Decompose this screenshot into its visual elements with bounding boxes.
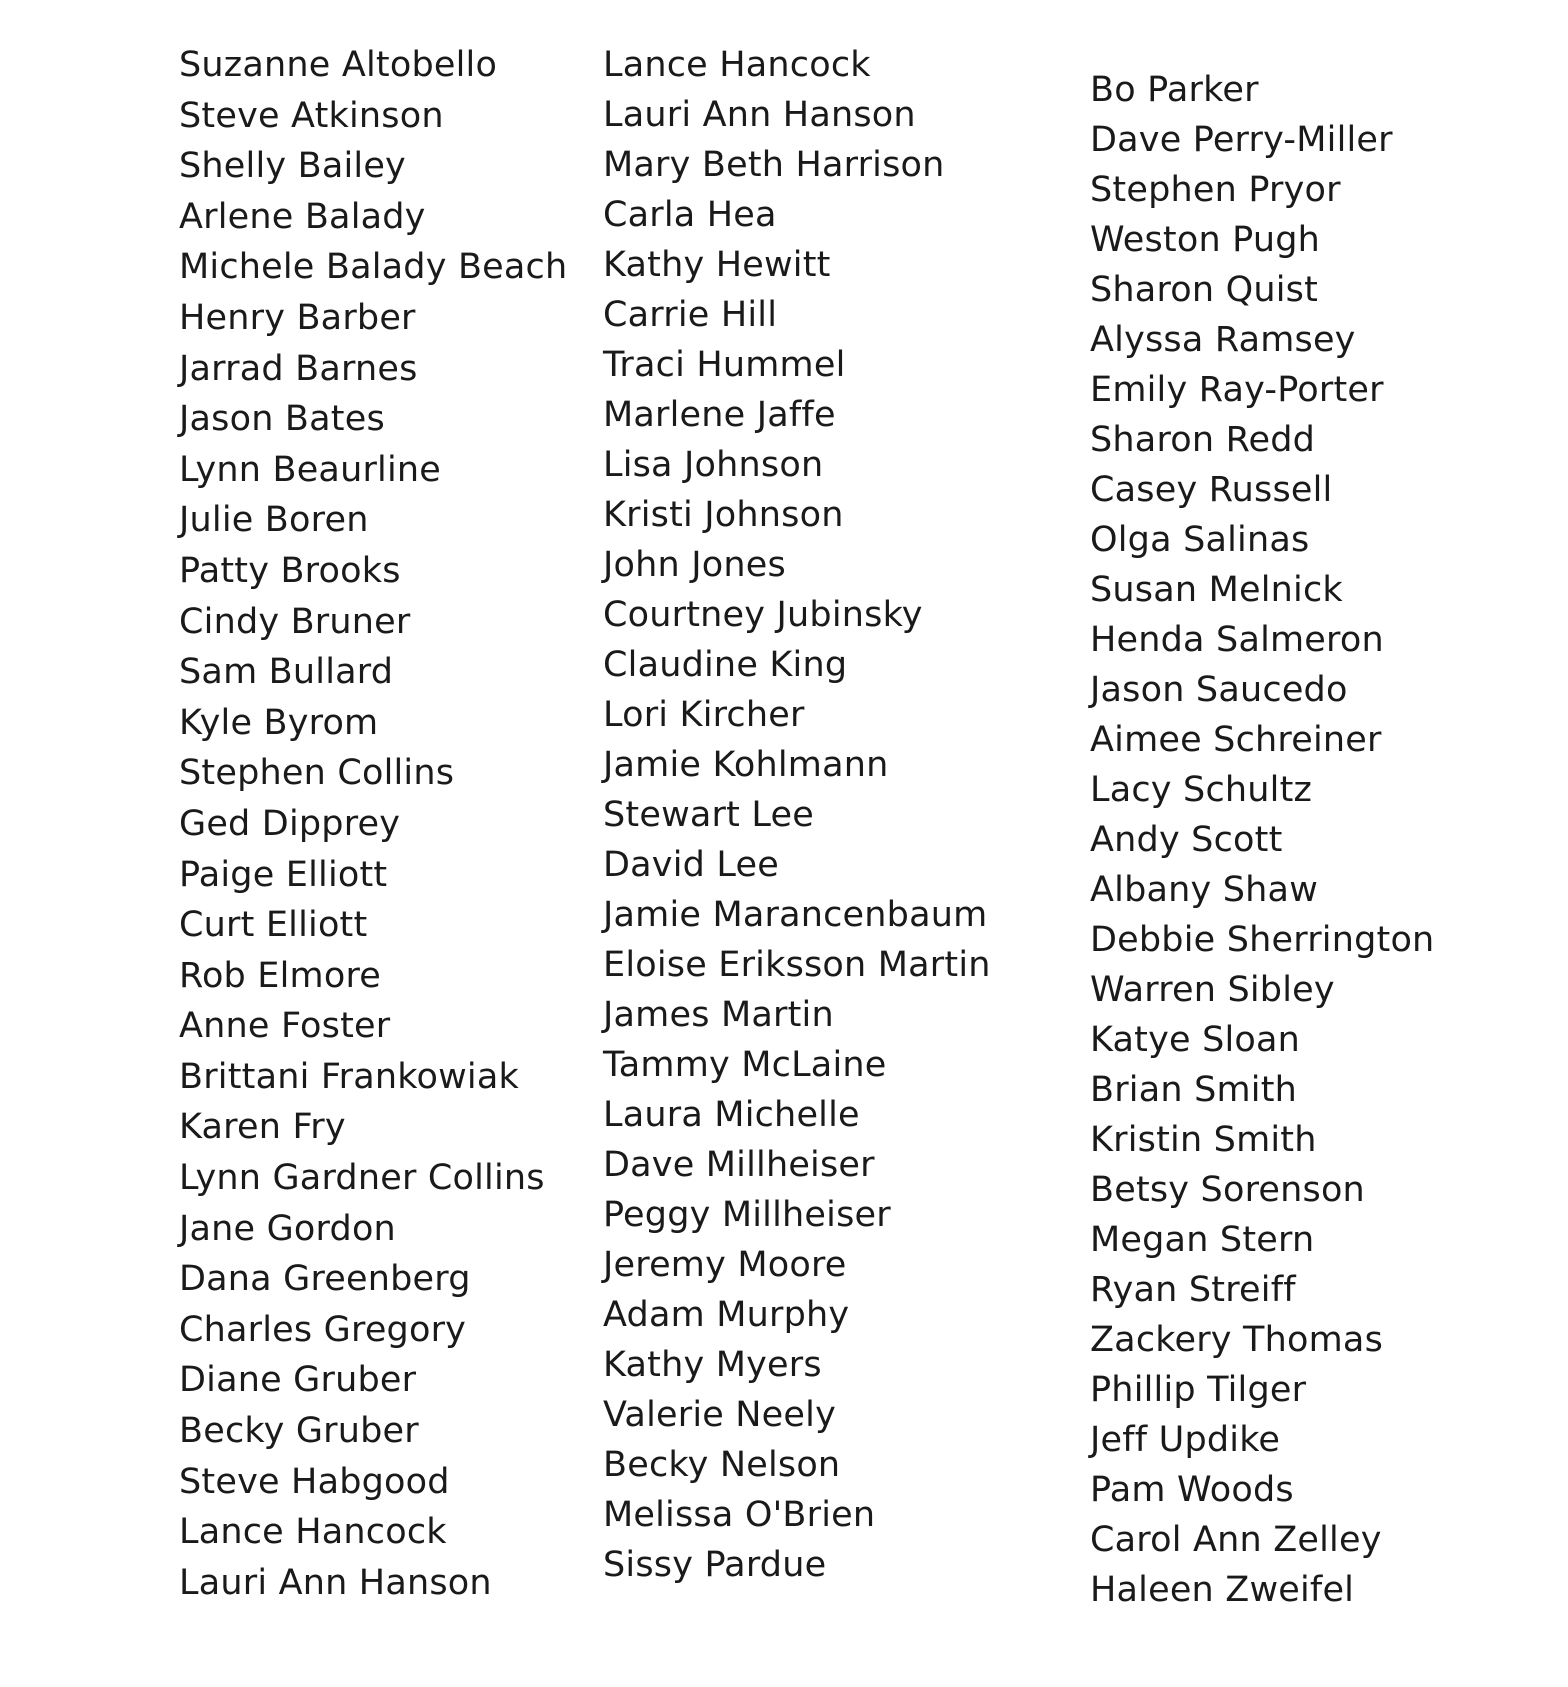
name-entry: David Lee [603, 845, 779, 885]
name-entry: Warren Sibley [1090, 970, 1335, 1010]
name-entry: Stephen Pryor [1090, 170, 1341, 210]
name-entry: Dave Millheiser [603, 1145, 875, 1185]
name-entry: Albany Shaw [1090, 870, 1319, 910]
name-entry: Lance Hancock [603, 45, 871, 85]
name-entry: Dana Greenberg [179, 1259, 471, 1300]
name-entry: Mary Beth Harrison [603, 145, 945, 185]
name-entry: Betsy Sorenson [1090, 1170, 1365, 1210]
name-entry: Katye Sloan [1090, 1020, 1301, 1060]
name-entry: Brian Smith [1090, 1070, 1298, 1110]
name-entry: Jeff Updike [1090, 1420, 1281, 1460]
name-entry: Alyssa Ramsey [1090, 320, 1356, 360]
name-entry: Sam Bullard [179, 652, 394, 693]
name-entry: Zackery Thomas [1090, 1320, 1384, 1360]
name-entry: Andy Scott [1090, 820, 1283, 860]
name-entry: Pam Woods [1090, 1470, 1294, 1510]
name-entry: Claudine King [603, 645, 848, 685]
name-entry: Lacy Schultz [1090, 770, 1313, 810]
name-entry: Melissa O'Brien [603, 1495, 876, 1535]
name-entry: Kristi Johnson [603, 495, 844, 535]
name-entry: Steve Habgood [179, 1461, 450, 1502]
name-entry: Rob Elmore [179, 955, 382, 996]
name-entry: Henda Salmeron [1090, 620, 1384, 660]
name-entry: Jane Gordon [179, 1208, 396, 1249]
name-entry: Lance Hancock [179, 1512, 447, 1553]
name-entry: Becky Nelson [603, 1445, 841, 1485]
names-column-1 [179, 40, 567, 1608]
name-entry: Valerie Neely [603, 1395, 836, 1435]
name-entry: Aimee Schreiner [1090, 720, 1382, 760]
name-entry: Megan Stern [1090, 1220, 1315, 1260]
name-entry: Susan Melnick [1090, 570, 1343, 610]
name-entry: John Jones [603, 545, 786, 585]
name-entry: Jamie Kohlmann [603, 745, 889, 785]
name-entry: Michele Balady Beach [179, 247, 568, 288]
name-entry: Traci Hummel [603, 345, 846, 385]
name-entry: Jarrad Barnes [179, 348, 418, 389]
name-entry: Lisa Johnson [603, 445, 824, 485]
names-column-3 [1090, 65, 1434, 1615]
name-entry: Stewart Lee [603, 795, 814, 835]
name-entry: Henry Barber [179, 297, 416, 338]
name-entry: Emily Ray-Porter [1090, 370, 1384, 410]
name-entry: Kathy Hewitt [603, 245, 831, 285]
name-entry: Shelly Bailey [179, 146, 406, 187]
name-entry: Lori Kircher [603, 695, 805, 735]
names-column-2 [603, 40, 991, 1590]
name-entry: Sharon Quist [1090, 270, 1319, 310]
name-entry: Cindy Bruner [179, 601, 411, 642]
name-entry: Kathy Myers [603, 1345, 822, 1385]
name-entry: Weston Pugh [1090, 220, 1321, 260]
name-entry: Carrie Hill [603, 295, 778, 335]
name-entry: Peggy Millheiser [603, 1195, 891, 1235]
name-entry: Anne Foster [179, 1006, 391, 1047]
name-entry: Carol Ann Zelley [1090, 1520, 1382, 1560]
name-entry: Carla Hea [603, 195, 777, 235]
name-entry: Lynn Beaurline [179, 449, 442, 490]
name-entry: Laura Michelle [603, 1095, 860, 1135]
name-entry: Stephen Collins [179, 753, 455, 794]
name-entry: Jason Saucedo [1090, 670, 1348, 710]
name-entry: Brittani Frankowiak [179, 1056, 519, 1097]
name-entry: Casey Russell [1090, 470, 1333, 510]
name-entry: Eloise Eriksson Martin [603, 945, 991, 985]
name-entry: Becky Gruber [179, 1411, 419, 1452]
name-entry: Lauri Ann Hanson [603, 95, 916, 135]
name-entry: Bo Parker [1090, 70, 1259, 110]
name-entry: Kristin Smith [1090, 1120, 1317, 1160]
name-entry: Curt Elliott [179, 905, 368, 946]
name-entry: Patty Brooks [179, 550, 401, 591]
name-entry: Ryan Streiff [1090, 1270, 1296, 1310]
name-entry: Sissy Pardue [603, 1545, 827, 1585]
name-entry: Debbie Sherrington [1090, 920, 1435, 960]
name-entry: Ged Dipprey [179, 803, 401, 844]
name-entry: Arlene Balady [179, 196, 426, 237]
name-entry: Diane Gruber [179, 1360, 417, 1401]
name-entry: Steve Atkinson [179, 95, 444, 136]
name-entry: Karen Fry [179, 1107, 346, 1148]
name-entry: Marlene Jaffe [603, 395, 836, 435]
name-entry: Haleen Zweifel [1090, 1570, 1355, 1610]
name-entry: Jamie Marancenbaum [603, 895, 988, 935]
name-entry: James Martin [603, 995, 834, 1035]
name-entry: Paige Elliott [179, 854, 388, 895]
name-entry: Phillip Tilger [1090, 1370, 1307, 1410]
name-entry: Julie Boren [179, 500, 369, 541]
name-entry: Lynn Gardner Collins [179, 1158, 545, 1199]
name-entry: Tammy McLaine [603, 1045, 887, 1085]
name-entry: Lauri Ann Hanson [179, 1562, 492, 1603]
name-entry: Jeremy Moore [603, 1245, 847, 1285]
name-entry: Charles Gregory [179, 1309, 467, 1350]
name-entry: Suzanne Altobello [179, 45, 498, 85]
name-entry: Olga Salinas [1090, 520, 1310, 560]
name-entry: Kyle Byrom [179, 702, 379, 743]
name-entry: Adam Murphy [603, 1295, 850, 1335]
name-entry: Courtney Jubinsky [603, 595, 923, 635]
name-entry: Jason Bates [179, 399, 385, 440]
name-entry: Sharon Redd [1090, 420, 1316, 460]
name-entry: Dave Perry-Miller [1090, 120, 1393, 160]
